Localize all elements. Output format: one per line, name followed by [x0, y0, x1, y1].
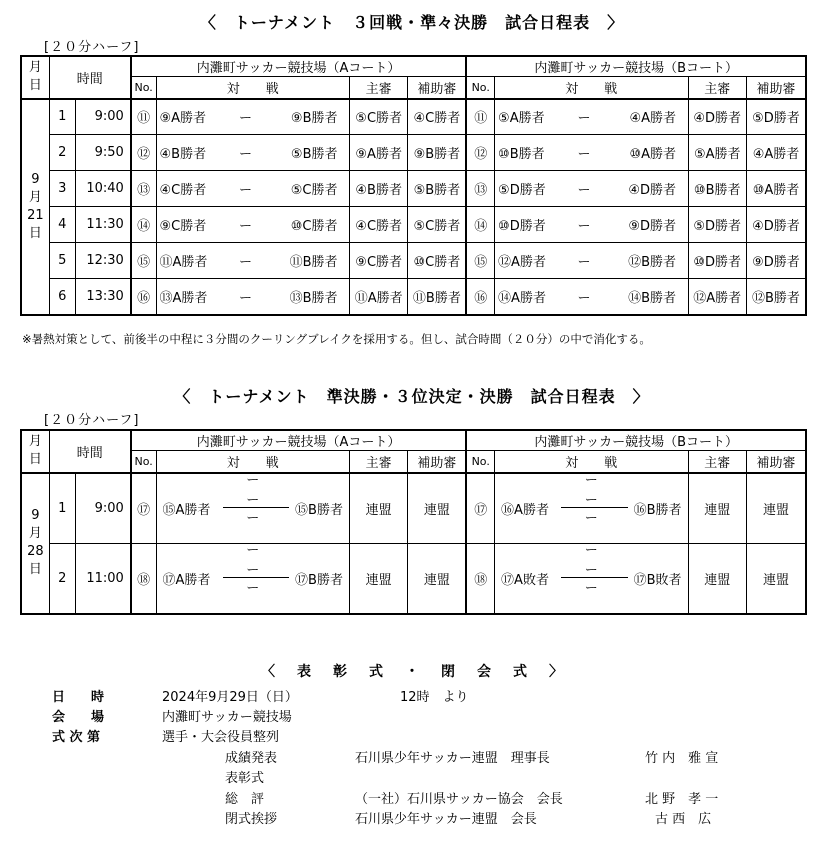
game-number: ⑮ [466, 243, 494, 279]
game-number: ⑱ [466, 543, 494, 614]
header-court-a: 内灘町サッカー競技場（Aコート） [131, 56, 467, 77]
matchup [156, 473, 349, 544]
referee: 連盟 [688, 543, 746, 614]
matchup [495, 207, 688, 243]
table-row [21, 473, 806, 544]
team-home: ⑤A勝者 [498, 111, 545, 127]
section2-half-note: [２０分ハーフ] [44, 413, 140, 428]
header-month-day: 月 日 [21, 430, 49, 473]
matchup [156, 279, 349, 315]
header-assistant: 補助審 [746, 77, 806, 99]
matchup [156, 99, 349, 135]
ceremony-program-label: 式 次 第 [52, 730, 101, 745]
schedule-table-round3 [20, 55, 807, 316]
team-away: ⑨B勝者 [290, 111, 338, 127]
team-home: ⑯A勝者 [501, 502, 549, 518]
assistant-referee: ⑤B勝者 [408, 171, 466, 207]
team-away: ⑮B勝者 [295, 502, 343, 518]
program-person: 古 西 広 [655, 812, 712, 827]
header-time: 時間 [49, 56, 131, 99]
team-home: ⑪A勝者 [159, 255, 208, 270]
header-referee: 主審 [349, 77, 407, 99]
versus-dash: ー [238, 255, 252, 270]
matchup [156, 207, 349, 243]
versus-dash: ー [238, 183, 252, 198]
matchup [156, 171, 349, 207]
match-number: 6 [49, 279, 75, 315]
assistant-referee: ④D勝者 [746, 207, 806, 243]
assistant-referee: 連盟 [746, 473, 806, 544]
team-home: ⑰A勝者 [162, 572, 211, 588]
team-home: ④B勝者 [159, 147, 207, 162]
team-away: ④D勝者 [628, 183, 677, 198]
header-no: No. [131, 451, 156, 473]
program-person: 北 野 孝 一 [645, 792, 719, 807]
ceremony-title-char: 表 [297, 664, 311, 680]
assistant-referee: ⑩C勝者 [408, 243, 466, 279]
match-number: 4 [49, 207, 75, 243]
referee: ④B勝者 [349, 171, 407, 207]
team-home: ⑩D勝者 [498, 219, 546, 234]
match-number: 3 [49, 171, 75, 207]
team-away: ⑤C勝者 [290, 183, 338, 198]
match-number: 1 [49, 473, 75, 544]
team-home: ⑮A勝者 [162, 502, 211, 518]
ceremony-title-char: 閉 [441, 664, 455, 680]
versus-dash: ー [577, 147, 591, 162]
score-dash: ー [246, 580, 260, 596]
ceremony-title-char: 式 [369, 664, 383, 680]
header-referee: 主審 [688, 77, 746, 99]
team-away: ⑨D勝者 [628, 219, 677, 234]
referee: ⑤D勝者 [688, 207, 746, 243]
cooling-break-note: ※暑熱対策として、前後半の中程に３分間のクーリングブレイクを採用する。但し、試合時間（２０分）の中で消化する。 [22, 332, 651, 346]
matchup [495, 279, 688, 315]
referee: ⑨A勝者 [349, 135, 407, 171]
team-away: ⑩C勝者 [290, 219, 338, 234]
header-assistant: 補助審 [408, 451, 466, 473]
kickoff-time: 9:00 [75, 99, 130, 135]
score-dash: ー [246, 543, 260, 558]
game-number: ⑪ [131, 99, 156, 135]
section1-title: 〈 トーナメント ３回戦・準々決勝 試合日程表 〉 [199, 13, 625, 32]
referee: ⑫A勝者 [688, 279, 746, 315]
matchup [156, 543, 349, 614]
program-item: 閉式挨拶 [225, 812, 278, 827]
matchup [495, 243, 688, 279]
assistant-referee: 連盟 [408, 543, 466, 614]
versus-dash: ー [238, 290, 252, 306]
matchup [495, 99, 688, 135]
ceremony-title-char: 彰 [333, 664, 347, 680]
score-dash: ー [246, 510, 260, 526]
match-number: 1 [49, 99, 75, 135]
team-away: ⑭B勝者 [628, 290, 677, 306]
referee: ④C勝者 [349, 207, 407, 243]
team-home: ⑨C勝者 [159, 219, 207, 234]
game-number: ⑫ [466, 135, 494, 171]
game-number: ⑬ [131, 171, 156, 207]
versus-dash: ー [577, 255, 591, 270]
program-org: （一社）石川県サッカー協会 会長 [355, 792, 563, 807]
header-court-b: 内灘町サッカー競技場（Bコート） [466, 56, 806, 77]
referee: ④D勝者 [688, 99, 746, 135]
versus-dash: ー [577, 290, 591, 306]
referee: ⑩D勝者 [688, 243, 746, 279]
referee: 連盟 [688, 473, 746, 544]
score-dash: ー [584, 492, 598, 508]
team-home: ⑨A勝者 [159, 111, 207, 127]
team-away: ⑰B勝者 [295, 572, 343, 588]
table-row [21, 279, 806, 315]
game-number: ⑭ [466, 207, 494, 243]
match-number: 5 [49, 243, 75, 279]
header-month-day: 月 日 [21, 56, 49, 99]
referee: ⑤C勝者 [349, 99, 407, 135]
program-org: 石川県少年サッカー連盟 会長 [355, 812, 537, 827]
referee: 連盟 [349, 473, 407, 544]
header-match: 対 戦 [156, 451, 349, 473]
header-assistant: 補助審 [408, 77, 466, 99]
program-item: 成績発表 [225, 751, 278, 766]
header-assistant: 補助審 [746, 451, 806, 473]
matchup [156, 243, 349, 279]
game-number: ⑮ [131, 243, 156, 279]
header-no: No. [466, 451, 494, 473]
section1-half-note: [２０分ハーフ] [44, 40, 140, 55]
versus-dash: ー [238, 219, 252, 234]
match-date: 9 月 28 日 [21, 473, 49, 614]
match-number: 2 [49, 135, 75, 171]
team-home: ⑤D勝者 [498, 183, 546, 198]
kickoff-time: 11:00 [75, 543, 130, 614]
assistant-referee: ④A勝者 [746, 135, 806, 171]
team-home: ⑰A敗者 [501, 572, 549, 588]
team-away: ⑤B勝者 [290, 147, 338, 162]
matchup [156, 135, 349, 171]
versus-dash: ー [577, 183, 591, 198]
versus-dash: ー [238, 111, 252, 127]
team-home: ④C勝者 [159, 183, 207, 198]
team-away: ⑯B勝者 [633, 502, 682, 518]
header-match: 対 戦 [495, 451, 688, 473]
score-dash: ー [584, 580, 598, 596]
versus-dash: ー [577, 219, 591, 234]
referee: ⑤A勝者 [688, 135, 746, 171]
header-no: No. [466, 77, 494, 99]
schedule-table-finals [20, 429, 807, 615]
matchup [495, 135, 688, 171]
team-home: ⑩B勝者 [498, 147, 545, 162]
ceremony-date-label: 日 時 [52, 690, 105, 705]
assistant-referee: 連盟 [746, 543, 806, 614]
header-match: 対 戦 [495, 77, 688, 99]
kickoff-time: 13:30 [75, 279, 130, 315]
matchup-bracket [157, 474, 349, 543]
header-match: 対 戦 [156, 77, 349, 99]
program-item: 表彰式 [225, 771, 265, 786]
header-referee: 主審 [349, 451, 407, 473]
header-referee: 主審 [688, 451, 746, 473]
program-org: 石川県少年サッカー連盟 理事長 [355, 751, 550, 766]
matchup-bracket [495, 474, 687, 543]
game-number: ⑰ [131, 473, 156, 544]
assistant-referee: ⑩A勝者 [746, 171, 806, 207]
score-dash: ー [246, 472, 260, 488]
table-row [21, 99, 806, 135]
assistant-referee: ⑨D勝者 [746, 243, 806, 279]
header-court-a: 内灘町サッカー競技場（Aコート） [131, 430, 467, 451]
team-away: ⑩A勝者 [629, 147, 677, 162]
score-dash: ー [584, 510, 598, 526]
kickoff-time: 12:30 [75, 243, 130, 279]
score-dash: ー [584, 562, 598, 578]
score-dash: ー [584, 472, 598, 488]
table-row [21, 171, 806, 207]
game-number: ⑫ [131, 135, 156, 171]
header-no: No. [131, 77, 156, 99]
assistant-referee: ⑫B勝者 [746, 279, 806, 315]
assistant-referee: ⑤C勝者 [408, 207, 466, 243]
referee: ⑩B勝者 [688, 171, 746, 207]
match-number: 2 [49, 543, 75, 614]
table-row [21, 135, 806, 171]
match-date: 9 月 21 日 [21, 99, 49, 315]
header-time: 時間 [49, 430, 131, 473]
ceremony-title-char: 会 [477, 664, 491, 680]
team-away: ⑪B勝者 [289, 255, 338, 270]
game-number: ⑱ [131, 543, 156, 614]
ceremony-title [0, 661, 824, 681]
kickoff-time: 10:40 [75, 171, 130, 207]
team-home: ⑬A勝者 [159, 290, 208, 306]
matchup [495, 543, 688, 614]
versus-dash: ー [238, 147, 252, 162]
program-item: 選手・大会役員整列 [162, 730, 280, 745]
team-away: ⑬B勝者 [289, 290, 338, 306]
ceremony-time-value: 12時 より [400, 690, 469, 705]
assistant-referee: ⑪B勝者 [408, 279, 466, 315]
matchup [495, 473, 688, 544]
assistant-referee: ④C勝者 [408, 99, 466, 135]
game-number: ⑰ [466, 473, 494, 544]
score-dash: ー [246, 562, 260, 578]
score-dash: ー [584, 543, 598, 558]
team-away: ⑫B勝者 [628, 255, 677, 270]
game-number: ⑯ [131, 279, 156, 315]
section2-title: 〈 トーナメント 準決勝・３位決定・決勝 試合日程表 〉 [174, 387, 650, 406]
game-number: ⑭ [131, 207, 156, 243]
referee: ⑨C勝者 [349, 243, 407, 279]
team-away: ⑰B敗者 [633, 572, 682, 588]
table-row [21, 207, 806, 243]
assistant-referee: 連盟 [408, 473, 466, 544]
game-number: ⑪ [466, 99, 494, 135]
ceremony-title-char: 式 [513, 664, 527, 680]
matchup-bracket [495, 544, 687, 613]
team-home: ⑭A勝者 [498, 290, 546, 306]
referee: 連盟 [349, 543, 407, 614]
table-row [21, 543, 806, 614]
header-court-b: 内灘町サッカー競技場（Bコート） [466, 430, 806, 451]
score-dash: ー [246, 492, 260, 508]
ceremony-title-char: ・ [405, 664, 419, 680]
kickoff-time: 9:50 [75, 135, 130, 171]
ceremony-title-char: 〈 [261, 664, 275, 680]
ceremony-title-char: 〉 [549, 664, 563, 680]
team-home: ⑫A勝者 [498, 255, 546, 270]
table-row [21, 243, 806, 279]
referee: ⑪A勝者 [349, 279, 407, 315]
program-item: 総 評 [225, 792, 265, 807]
matchup-bracket [157, 544, 349, 613]
team-away: ④A勝者 [629, 111, 677, 127]
game-number: ⑯ [466, 279, 494, 315]
assistant-referee: ⑨B勝者 [408, 135, 466, 171]
ceremony-venue-label: 会 場 [52, 710, 105, 725]
ceremony-date-value: 2024年9月29日（日） [162, 690, 298, 705]
kickoff-time: 11:30 [75, 207, 130, 243]
ceremony-venue-value: 内灘町サッカー競技場 [162, 710, 292, 725]
assistant-referee: ⑤D勝者 [746, 99, 806, 135]
matchup [495, 171, 688, 207]
program-person: 竹 内 雅 宣 [645, 751, 719, 766]
versus-dash: ー [577, 111, 591, 127]
game-number: ⑬ [466, 171, 494, 207]
kickoff-time: 9:00 [75, 473, 130, 544]
